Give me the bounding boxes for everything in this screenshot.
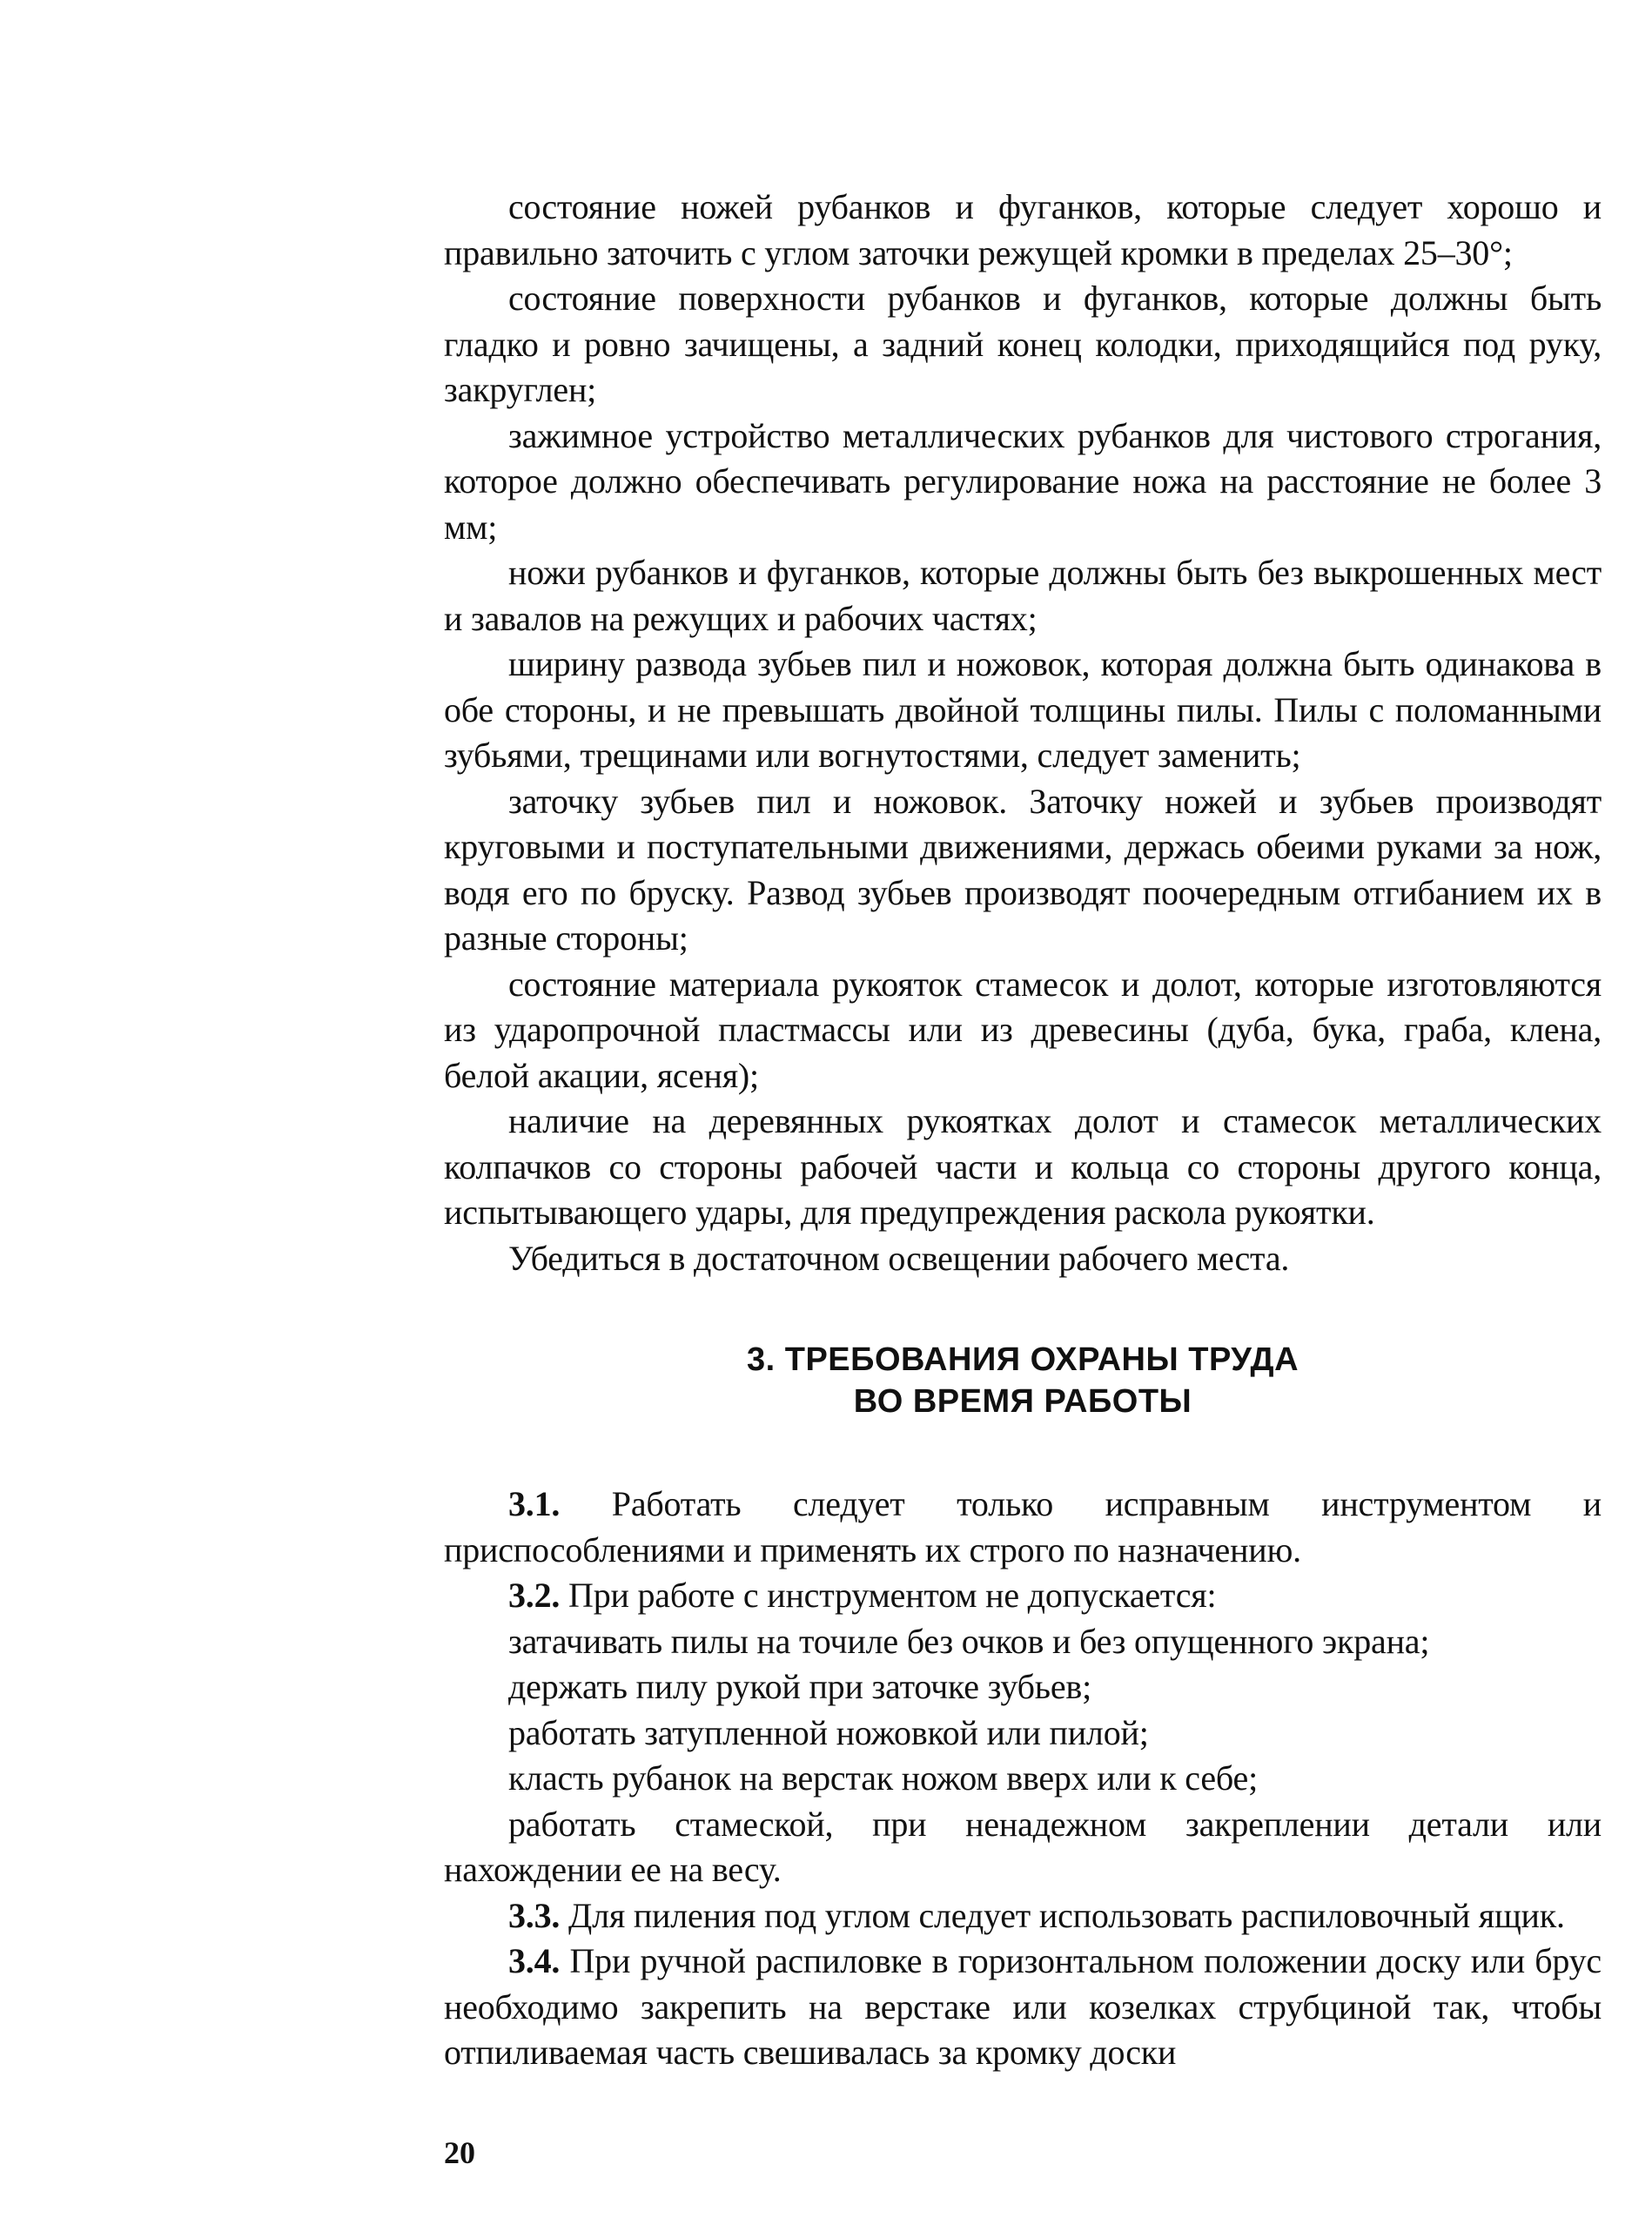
list-item: класть рубанок на верстак ножом вверх или к себе; (508, 1758, 1258, 1798)
paragraph: ширину развода зубьев пил и ножовок, которая должна быть одинакова в обе стороны, и не превышать двойной толщины пилы. Пилы с поломанными зубьями, трещинами или вогнутостями, следует заменить; (444, 644, 1602, 775)
paragraph: зажимное устройство металлических рубанков для чистового строгания, которое должно обеспечивать регулирование ножа на расстояние не более 3 мм; (444, 415, 1602, 547)
paragraph: состояние материала рукояток стамесок и долот, которые изготовляются из ударопрочной пластмассы или из древесины (дуба, бука, граба, клена, белой акации, ясеня); (444, 964, 1602, 1095)
section-heading-line1: 3. ТРЕБОВАНИЯ ОХРАНЫ ТРУДА (746, 1341, 1299, 1378)
clause-number: 3.2. (508, 1576, 561, 1615)
paragraph: Убедиться в достаточном освещении рабочего места. (508, 1238, 1290, 1278)
clause-text: Для пиления под углом следует использовать распиловочный ящик. (560, 1895, 1565, 1935)
clause-text: Работать следует только исправным инструментом и приспособлениями и применять их строго по назначению. (444, 1484, 1602, 1569)
paragraph: ножи рубанков и фуганков, которые должны быть без выкрошенных мест и завалов на режущих и рабочих частях; (444, 553, 1602, 638)
page-number: 20 (444, 2135, 475, 2170)
clause-3-1 (444, 1482, 1602, 1573)
paragraph: состояние ножей рубанков и фуганков, которые следует хорошо и правильно заточить с углом заточки режущей кромки в пределах 25–30°; (444, 187, 1602, 272)
clause-number: 3.4. (508, 1941, 561, 1980)
clause-number: 3.1. (508, 1484, 561, 1523)
paragraph: состояние поверхности рубанков и фуганков, которые должны быть гладко и ровно зачищены, а задний конец колодки, приходящийся под руку, закруглен; (444, 279, 1602, 409)
clause-3-4 (444, 1939, 1602, 2076)
clause-3-2 (444, 1573, 1602, 1619)
list-item: затачивать пилы на точиле без очков и без опущенного экрана; (508, 1621, 1430, 1661)
list-item: работать затупленной ножовкой или пилой; (508, 1712, 1149, 1752)
paragraph: наличие на деревянных рукоятках долот и стамесок металлических колпачков со стороны рабочей части и кольца со стороны другого конца, испытывающего удары, для предупреждения раскола рукоятки. (444, 1101, 1602, 1232)
section-heading-line2: ВО ВРЕМЯ РАБОТЫ (853, 1383, 1192, 1420)
clause-text: При ручной распиловке в горизонтальном положении доску или брус необходимо закрепить на верстаке или козелках струбциной так, чтобы отпиливаемая часть свешивалась за кромку доски (444, 1941, 1602, 2072)
clause-text: При работе с инструментом не допускается: (560, 1576, 1217, 1615)
clause-number: 3.3. (508, 1895, 561, 1935)
section-heading (444, 1339, 1602, 1422)
list-item: держать пилу рукой при заточке зубьев; (508, 1667, 1091, 1706)
list-item: работать стамеской, при ненадежном закреплении детали или нахождении ее на весу. (444, 1804, 1602, 1889)
paragraph: заточку зубьев пил и ножовок. Заточку ножей и зубьев производят круговыми и поступательными движениями, держась обеими руками за нож, водя его по бруску. Развод зубьев производят поочередным отгибанием их в разные стороны; (444, 781, 1602, 958)
document-page (444, 185, 1602, 2187)
clause-3-3 (444, 1893, 1602, 1939)
